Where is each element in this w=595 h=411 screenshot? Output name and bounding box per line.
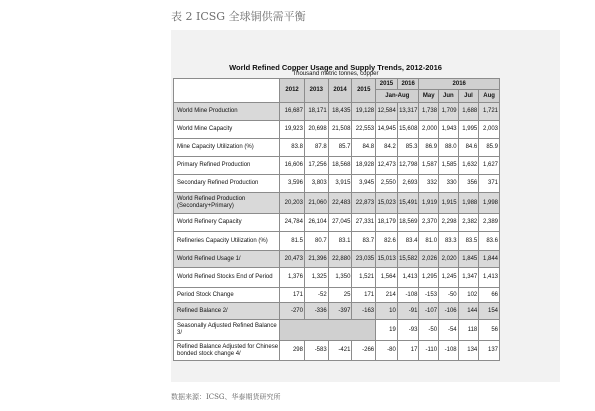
copper-balance-table	[173, 78, 500, 361]
cell: -270	[280, 303, 305, 320]
cell: 1,413	[397, 268, 419, 288]
cell: 22,553	[352, 121, 376, 139]
cell: 371	[479, 175, 500, 193]
cell: 2,003	[479, 121, 500, 139]
cell: 83.4	[397, 232, 419, 251]
cell: 1,295	[419, 268, 439, 288]
cell: 21,508	[328, 121, 352, 139]
table-row	[174, 175, 500, 193]
table-row	[174, 288, 500, 303]
cell: -93	[397, 320, 419, 341]
cell: 1,347	[458, 268, 479, 288]
table-caption: 表 2 ICSG 全球铜供需平衡	[171, 10, 306, 23]
cell: 80.7	[304, 232, 328, 251]
header-2013: 2013	[304, 79, 328, 103]
header-jan-aug: Jan-Aug	[376, 90, 419, 103]
cell: 26,104	[304, 214, 328, 232]
cell: 144	[458, 303, 479, 320]
header-2016-months: 2016	[419, 79, 500, 90]
table-row	[174, 341, 500, 361]
cell: 83.1	[328, 232, 352, 251]
row-label: World Mine Production	[174, 103, 280, 121]
cell: -108	[439, 341, 459, 361]
cell: 18,569	[397, 214, 419, 232]
cell: 3,945	[352, 175, 376, 193]
cell: 66	[479, 288, 500, 303]
cell: -54	[439, 320, 459, 341]
table-row	[174, 121, 500, 139]
cell: 134	[458, 341, 479, 361]
cell: 84.6	[458, 139, 479, 157]
row-label: Secondary Refined Production	[174, 175, 280, 193]
cell: 12,473	[376, 157, 398, 175]
cell: 3,915	[328, 175, 352, 193]
row-label: World Refined Usage 1/	[174, 251, 280, 268]
cell: 171	[280, 288, 305, 303]
row-label: World Refined Stocks End of Period	[174, 268, 280, 288]
cell: 18,171	[304, 103, 328, 121]
cell: 83.3	[439, 232, 459, 251]
cell: -91	[397, 303, 419, 320]
cell: 2,026	[419, 251, 439, 268]
cell: 16,687	[280, 103, 305, 121]
cell: 22,873	[352, 193, 376, 214]
cell: 15,013	[376, 251, 398, 268]
table-row	[174, 193, 500, 214]
row-label: Seasonally Adjusted Refined Balance 3/	[174, 320, 280, 341]
row-label: Period Stock Change	[174, 288, 280, 303]
cell: 85.9	[479, 139, 500, 157]
cell: 332	[419, 175, 439, 193]
cell: -80	[376, 341, 398, 361]
cell: 18,928	[352, 157, 376, 175]
cell: 20,203	[280, 193, 305, 214]
cell: 12,798	[397, 157, 419, 175]
cell: -50	[419, 320, 439, 341]
cell: 2,020	[439, 251, 459, 268]
table-row	[174, 320, 500, 341]
header-corner	[174, 79, 280, 103]
cell: 21,396	[304, 251, 328, 268]
table-row	[174, 157, 500, 175]
cell: 1,376	[280, 268, 305, 288]
table-row	[174, 103, 500, 121]
cell: 1,585	[439, 157, 459, 175]
cell: 27,045	[328, 214, 352, 232]
cell: 12,584	[376, 103, 398, 121]
cell: 83.8	[280, 139, 305, 157]
cell: 1,564	[376, 268, 398, 288]
cell: 84.8	[352, 139, 376, 157]
row-label: Refined Balance 2/	[174, 303, 280, 320]
header-2015-ytd: 2015	[376, 79, 398, 90]
cell: 1,709	[439, 103, 459, 121]
cell: 1,844	[479, 251, 500, 268]
cell: 1,721	[479, 103, 500, 121]
cell: -163	[352, 303, 376, 320]
cell: 85.7	[328, 139, 352, 157]
cell: 23,035	[352, 251, 376, 268]
cell: -50	[439, 288, 459, 303]
cell: 1,998	[479, 193, 500, 214]
cell: 81.0	[419, 232, 439, 251]
cell: 1,995	[458, 121, 479, 139]
cell: 25	[328, 288, 352, 303]
cell: 1,350	[328, 268, 352, 288]
cell: 171	[352, 288, 376, 303]
cell: 1,688	[458, 103, 479, 121]
cell: 1,325	[304, 268, 328, 288]
header-jun: Jun	[439, 90, 459, 103]
header-row-years	[174, 79, 500, 90]
cell: 88.0	[439, 139, 459, 157]
cell: -421	[328, 341, 352, 361]
cell: 27,331	[352, 214, 376, 232]
empty-cell	[280, 320, 376, 341]
row-label: World Refined Production (Secondary+Primary)	[174, 193, 280, 214]
table-subtitle: Thousand metric tonnes, copper	[292, 71, 379, 77]
cell: 18,179	[376, 214, 398, 232]
cell: 154	[479, 303, 500, 320]
cell: 2,382	[458, 214, 479, 232]
cell: 15,023	[376, 193, 398, 214]
cell: 1,988	[458, 193, 479, 214]
cell: 1,245	[439, 268, 459, 288]
cell: -106	[439, 303, 459, 320]
cell: 56	[479, 320, 500, 341]
cell: 20,698	[304, 121, 328, 139]
cell: 3,596	[280, 175, 305, 193]
cell: 81.5	[280, 232, 305, 251]
cell: 1,521	[352, 268, 376, 288]
row-label: Primary Refined Production	[174, 157, 280, 175]
cell: 1,915	[439, 193, 459, 214]
cell: 16,606	[280, 157, 305, 175]
cell: 18,435	[328, 103, 352, 121]
cell: 85.3	[397, 139, 419, 157]
header-may: May	[419, 90, 439, 103]
cell: 82.6	[376, 232, 398, 251]
cell: 19,128	[352, 103, 376, 121]
cell: 14,945	[376, 121, 398, 139]
cell: 3,803	[304, 175, 328, 193]
row-label: World Mine Capacity	[174, 121, 280, 139]
cell: 137	[479, 341, 500, 361]
header-jul: Jul	[458, 90, 479, 103]
cell: 1,943	[439, 121, 459, 139]
cell: 1,919	[419, 193, 439, 214]
table-row	[174, 251, 500, 268]
table-row	[174, 214, 500, 232]
header-2016-ytd: 2016	[397, 79, 419, 90]
cell: 84.2	[376, 139, 398, 157]
cell: 2,550	[376, 175, 398, 193]
cell: 298	[280, 341, 305, 361]
cell: -107	[419, 303, 439, 320]
cell: 19,923	[280, 121, 305, 139]
cell: 15,608	[397, 121, 419, 139]
cell: 1,627	[479, 157, 500, 175]
cell: -397	[328, 303, 352, 320]
cell: 356	[458, 175, 479, 193]
cell: -110	[419, 341, 439, 361]
cell: -336	[304, 303, 328, 320]
cell: -583	[304, 341, 328, 361]
cell: 2,389	[479, 214, 500, 232]
cell: 1,632	[458, 157, 479, 175]
table-row	[174, 232, 500, 251]
source-note: 数据来源：ICSG、华泰期货研究所	[171, 393, 281, 401]
cell: 214	[376, 288, 398, 303]
cell: 83.5	[458, 232, 479, 251]
cell: 2,298	[439, 214, 459, 232]
header-2014: 2014	[328, 79, 352, 103]
cell: -266	[352, 341, 376, 361]
header-aug: Aug	[479, 90, 500, 103]
cell: 118	[458, 320, 479, 341]
row-label: Refined Balance Adjusted for Chinese bonded stock change 4/	[174, 341, 280, 361]
cell: 1,413	[479, 268, 500, 288]
cell: 13,317	[397, 103, 419, 121]
row-label: Refineries Capacity Utilization (%)	[174, 232, 280, 251]
cell: 10	[376, 303, 398, 320]
row-label: Mine Capacity Utilization (%)	[174, 139, 280, 157]
cell: 17	[397, 341, 419, 361]
cell: 24,784	[280, 214, 305, 232]
cell: 330	[439, 175, 459, 193]
table-row	[174, 268, 500, 288]
cell: -52	[304, 288, 328, 303]
cell: 19	[376, 320, 398, 341]
header-2012: 2012	[280, 79, 305, 103]
table-row	[174, 303, 500, 320]
cell: 22,880	[328, 251, 352, 268]
table-title: World Refined Copper Usage and Supply Trends, 2012-2016	[229, 63, 442, 72]
cell: 2,693	[397, 175, 419, 193]
cell: 20,473	[280, 251, 305, 268]
header-2015: 2015	[352, 79, 376, 103]
cell: 1,845	[458, 251, 479, 268]
cell: -108	[397, 288, 419, 303]
cell: 83.6	[479, 232, 500, 251]
cell: 1,587	[419, 157, 439, 175]
cell: 15,491	[397, 193, 419, 214]
cell: 21,060	[304, 193, 328, 214]
cell: 86.9	[419, 139, 439, 157]
cell: 15,582	[397, 251, 419, 268]
cell: 1,738	[419, 103, 439, 121]
cell: 18,568	[328, 157, 352, 175]
cell: 102	[458, 288, 479, 303]
cell: 87.8	[304, 139, 328, 157]
cell: -153	[419, 288, 439, 303]
cell: 2,000	[419, 121, 439, 139]
cell: 22,483	[328, 193, 352, 214]
row-label: World Refinery Capacity	[174, 214, 280, 232]
cell: 83.7	[352, 232, 376, 251]
table-row	[174, 139, 500, 157]
cell: 2,370	[419, 214, 439, 232]
cell: 17,256	[304, 157, 328, 175]
